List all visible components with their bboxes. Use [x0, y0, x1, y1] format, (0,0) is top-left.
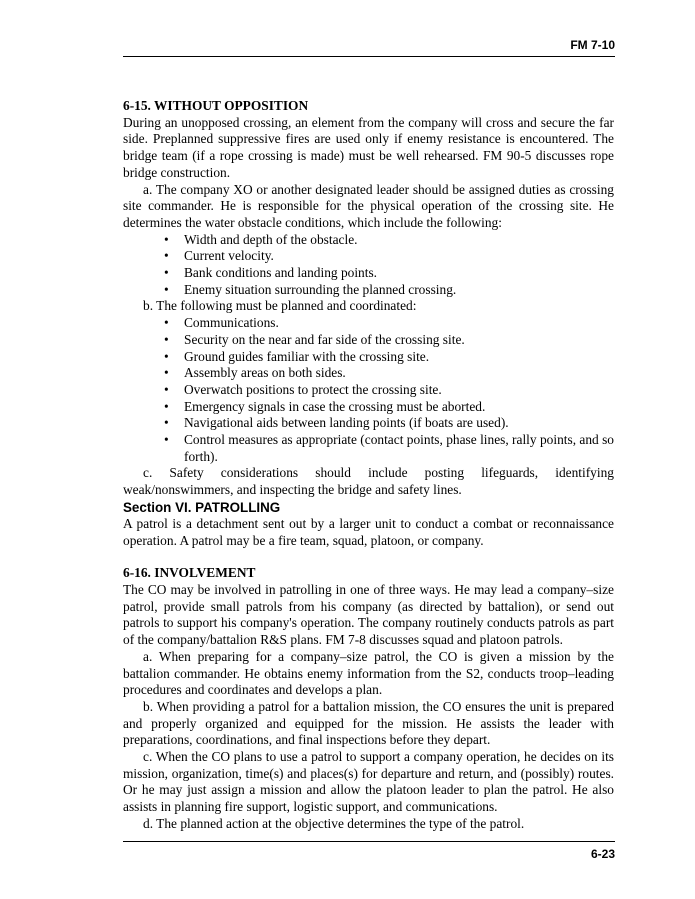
paragraph-d: d. The planned action at the objective determines the type of the patrol. [143, 815, 525, 831]
header-rule [123, 56, 615, 57]
paragraph-c: c. Safety considerations should include posting lifeguards, identifying weak/nonswimmers, and inspecting the bridge and safety lines. [123, 465, 614, 498]
paragraph-b: b. The following must be planned and coordinated: [143, 298, 417, 314]
list-item: • Bank conditions and landing points. [123, 265, 614, 282]
list-item: • Security on the near and far side of the crossing site. [123, 332, 614, 349]
paragraph-a: a. The company XO or another designated leader should be assigned duties as crossing site commander. He is responsible for the physical operation of the crossing site. He determines the water obstacle conditions, which include the following: [123, 181, 614, 230]
list-item: • Current velocity. [123, 248, 614, 265]
bullet-list-a [123, 232, 614, 299]
paragraph-a: a. When preparing for a company–size patrol, the CO is given a mission by the battalion commander. He obtains enemy information from the S2, conducts troop–leading procedures and coordinates and develops a plan. [123, 648, 614, 698]
paragraph-b: b. When providing a patrol for a battalion mission, the CO ensures the unit is prepared and properly organized and equipped for the mission. He assists the leader with preparations, coordinations, and final inspections before they depart. [123, 698, 614, 748]
list-item: • Ground guides familiar with the crossing site. [123, 349, 614, 366]
list-item: • Navigational aids between landing points (if boats are used). [123, 415, 614, 432]
page-number: 6-23 [590, 847, 615, 861]
section-heading-6-15: 6-15. WITHOUT OPPOSITION [123, 98, 309, 113]
list-item: • Control measures as appropriate (contact points, phase lines, rally points, and so forth). [123, 432, 614, 465]
list-item: • Emergency signals in case the crossing must be aborted. [123, 399, 614, 416]
list-item: • Assembly areas on both sides. [123, 365, 614, 382]
section-heading-6-16: 6-16. INVOLVEMENT [123, 565, 256, 581]
list-item: • Enemy situation surrounding the planned crossing. [123, 282, 614, 299]
bullet-list-b [123, 315, 614, 465]
page-body [123, 98, 614, 833]
paragraph-c: c. When the CO plans to use a patrol to support a company operation, he decides on its mission, organization, time(s) and places(s) for departure and return, and (possibly) routes. Or he may just assign a mission and allow the platoon leader to plan the patrol. He also assists in planning fire support, logistic support, and communications. [123, 749, 614, 815]
list-item: • Communications. [123, 315, 614, 332]
paragraph: The CO may be involved in patrolling in one of three ways. He may lead a company–size patrol, provide small patrols from his company (as directed by battalion), or send out patrols to support his company's operation. The company routinely conducts patrols as part of the company/battalion R&S plans. FM 7-8 discusses squad and platoon patrols. [123, 581, 614, 648]
list-item: • Width and depth of the obstacle. [123, 232, 614, 249]
running-header: FM 7-10 [570, 38, 615, 52]
list-item: • Overwatch positions to protect the crossing site. [123, 382, 614, 399]
footer-rule [123, 841, 615, 842]
spacer [123, 549, 614, 565]
paragraph: During an unopposed crossing, an element from the company will cross and secure the far side. Preplanned suppressive fires are used only if enemy resistance is encountered. The bridge team (if a rope crossing is made) must be well rehearsed. FM 90-5 discusses rope bridge construction. [123, 114, 614, 180]
paragraph: A patrol is a detachment sent out by a larger unit to conduct a combat or reconnaissance operation. A patrol may be a fire team, squad, platoon, or company. [123, 515, 614, 548]
section-title: Section VI. PATROLLING [123, 499, 281, 515]
